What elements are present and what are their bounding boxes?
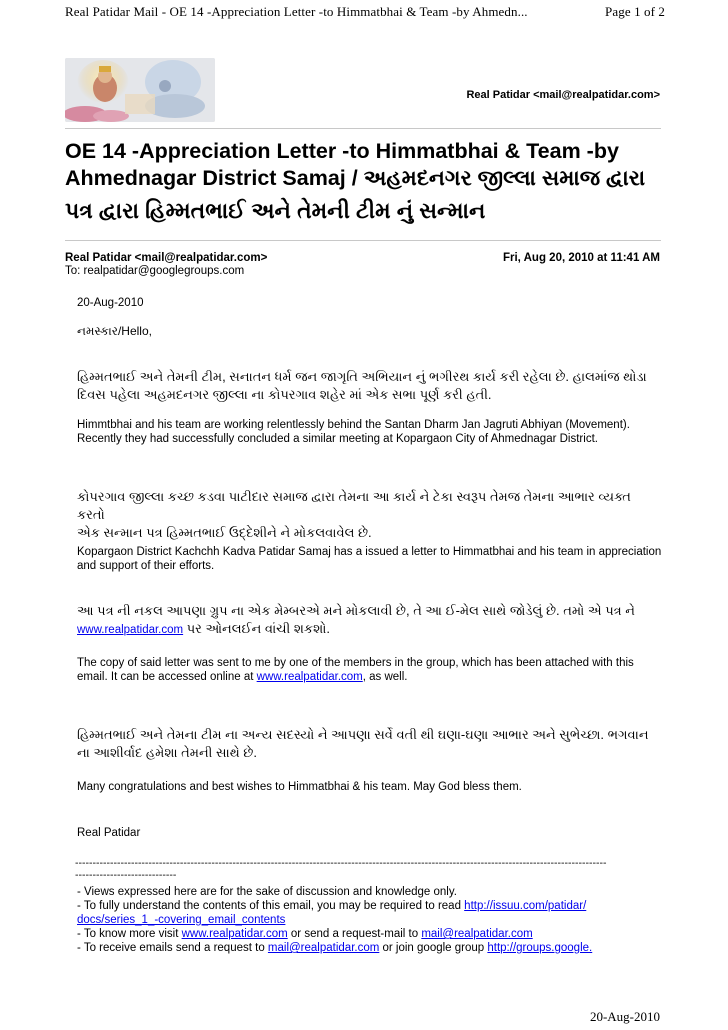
p2-gu-line-1: કોપરગાવ જીલ્લા કચ્છ કડવા પાટીદાર સમાજ દ્વારા તેમના આ કાર્ય ને ટેકા સ્વરૂપ તેમજ તેમના આભાર વ્યક્ત કરતો — [77, 489, 631, 522]
print-header — [65, 4, 665, 20]
realpatidar-link[interactable]: www.realpatidar.com — [181, 928, 288, 940]
paragraph-3-gujarati — [77, 602, 662, 639]
deity-illustration-icon — [65, 58, 215, 122]
subject-line-2 — [65, 165, 665, 192]
p1-gu-line-1: હિમ્મતભાઈ અને તેમની ટીમ, સનાતન ધર્મ જન જાગૃતિ અભિયાન નું ભગીરથ કાર્ય કરી રહેલા છે. હાલમાંજ થોડા — [77, 369, 647, 384]
issuu-link-cont[interactable]: docs/series_1_-covering_email_contents — [77, 914, 286, 926]
banner-image — [65, 58, 215, 122]
greeting: નમસ્કાર/Hello, — [77, 324, 152, 338]
email-subject — [65, 138, 665, 192]
paragraph-1-gujarati — [77, 368, 662, 404]
paragraph-4-english: Many congratulations and best wishes to Himmatbhai & his team. May God bless them. — [77, 781, 522, 793]
print-header-title: Real Patidar Mail - OE 14 -Appreciation Letter -to Himmatbhai & Team -by Ahmedn... — [65, 4, 528, 19]
google-groups-link[interactable]: http://groups.google. — [487, 942, 593, 954]
paragraph-3-english — [77, 656, 662, 684]
email-date: Fri, Aug 20, 2010 at 11:41 AM — [502, 252, 660, 264]
subject-line-3: પત્ર દ્વારા હિમ્મતભાઈ અને તેમની ટીમ નું સન્માન — [65, 198, 486, 223]
issuu-link[interactable]: http://issuu.com/patidar/ — [464, 900, 587, 912]
p4-gu-line-1: હિમ્મતભાઈ અને તેમના ટીમ ના અન્ય સદસ્યો ને આપણા સર્વે વતી થી ઘણા-ઘણા આભાર અને સુભેચ્છા. ભગવાન — [77, 727, 649, 742]
footer-line-3-text: - To know more visit — [77, 928, 182, 940]
paragraph-4-gujarati — [77, 726, 662, 762]
mail-link[interactable]: mail@realpatidar.com — [267, 942, 380, 954]
subject-line-1: OE 14 -Appreciation Letter -to Himmatbhai & Team -by — [65, 139, 619, 163]
separator-line-1: -------------------------------------------------------------------------------------------------------------------------------------------------------- — [75, 857, 607, 869]
p4-gu-line-2: ના આશીર્વાદ હમેશા તેમની સાથે છે. — [77, 745, 257, 760]
p3-en-text: The copy of said letter was sent to me by one of the members in the group, which has been attached with this email. It can be accessed online at — [77, 657, 634, 683]
print-header-page: Page 1 of 2 — [605, 4, 665, 19]
footer-line-2 — [77, 899, 667, 913]
footer-line-4-mid: or join google group — [379, 942, 488, 954]
p1-gu-line-2: દિવસ પહેલા અહમદનગર જીલ્લા ના કોપરગાવ શહેર માં એક સભા પૂર્ણ કરી હતી. — [77, 387, 492, 402]
subject-line-2-gu: અહમદનગર જીલ્લા સમાજ દ્વારા — [363, 166, 646, 190]
email-from: Real Patidar <mail@realpatidar.com> — [65, 252, 268, 264]
paragraph-1-english: Himmtbhai and his team are working relentlessly behind the Santan Dharm Jan Jagruti Abhiyan (Movement). Recently they had successfully concluded a similar meeting at Kopargaon City of Ahmednagar District. — [77, 419, 630, 445]
footer-separator — [75, 857, 665, 881]
print-footer-date: 20-Aug-2010 — [589, 1009, 660, 1024]
divider — [65, 240, 661, 241]
realpatidar-link[interactable]: www.realpatidar.com — [77, 624, 184, 636]
footer-line-3-mid: or send a request-mail to — [287, 928, 422, 940]
footer-line-1: - Views expressed here are for the sake of discussion and knowledge only. — [77, 886, 457, 898]
email-to: To: realpatidar@googlegroups.com — [65, 265, 245, 277]
realpatidar-link[interactable]: www.realpatidar.com — [256, 671, 363, 683]
paragraph-2-english: Kopargaon District Kachchh Kadva Patidar Samaj has a issued a letter to Himmatbhai and his team in appreciation and support of their efforts. — [77, 546, 662, 572]
p3-gu-line-1: આ પત્ર ની નકલ આપણા ગ્રુપ ના એક મેમ્બરએ મને મોકલાવી છે, તે આ ઈ-મેલ સાથે જોડેલું છે. તમો એ પત્ર ને — [77, 603, 635, 618]
header-sender: Real Patidar <mail@realpatidar.com> — [466, 89, 660, 101]
footer-line-3 — [77, 927, 667, 941]
mail-link[interactable]: mail@realpatidar.com — [421, 928, 533, 940]
footer-line-4-text: - To receive emails send a request to — [77, 942, 268, 954]
signature: Real Patidar — [77, 827, 141, 839]
footer-line-2b — [77, 913, 667, 927]
footer-line-2-text: - To fully understand the contents of this email, you may be required to read — [77, 900, 465, 912]
p2-gu-line-2: એક સન્માન પત્ર હિમ્મતભાઈ ઉદ્દેશીને ને મોકલવાવેલ છે. — [77, 525, 372, 540]
separator-line-2: ----------------------------- — [75, 869, 177, 881]
subject-line-2-en: Ahmednagar District Samaj / — [65, 166, 364, 190]
p3-en-text-end: , as well. — [362, 671, 408, 683]
footer-line-4 — [77, 941, 667, 955]
divider — [65, 128, 661, 129]
body-date: 20-Aug-2010 — [77, 297, 144, 309]
p3-gu-line-2-text: પર ઓનલઈન વાંચી શકશો. — [183, 621, 330, 636]
p3-gu-line-2 — [77, 620, 662, 639]
footer-notes — [77, 885, 667, 955]
paragraph-2-gujarati — [77, 488, 662, 542]
